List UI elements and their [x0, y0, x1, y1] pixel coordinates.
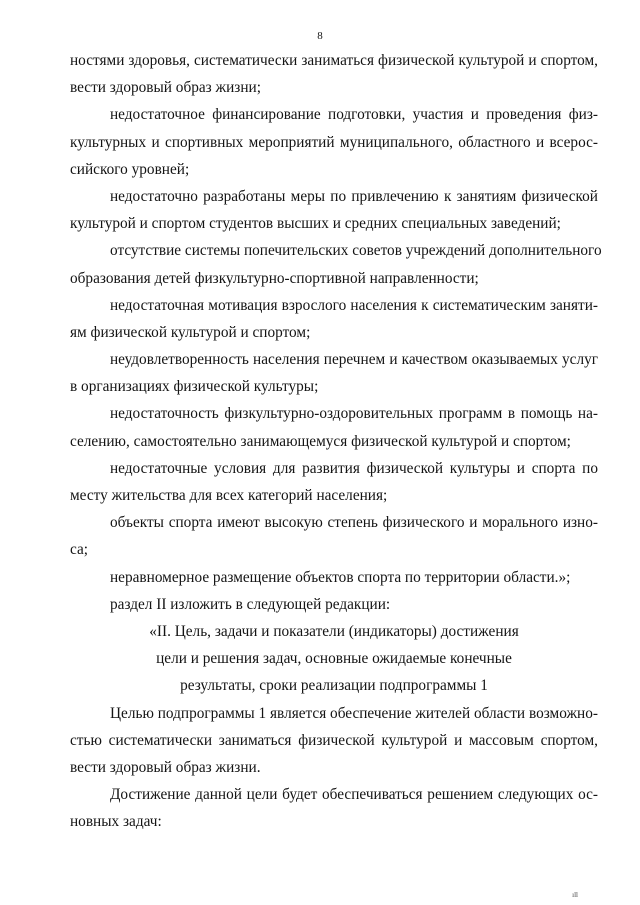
- text-line: селению, самостоятельно занимающемуся физической культурой и спортом;: [70, 432, 571, 450]
- text-line: образования детей физкультурно-спортивной направленности;: [70, 269, 479, 287]
- corner-mark: ıll: [572, 891, 578, 899]
- text-line: отсутствие системы попечительских советов учреждений дополнительного: [110, 242, 602, 260]
- text-line: ям физической культурой и спортом;: [70, 323, 311, 341]
- text-line: стью систематически заниматься физической культурой и массовым спортом,: [70, 731, 598, 749]
- text-line: раздел II изложить в следующей редакции:: [110, 595, 391, 613]
- section-heading-line: результаты, сроки реализации подпрограммы 1: [180, 677, 488, 695]
- text-line: новных задач:: [70, 813, 162, 831]
- text-line: недостаточная мотивация взрослого населения к систематическим заняти-: [110, 296, 598, 314]
- page-number: 8: [317, 30, 323, 42]
- text-line: вести здоровый образ жизни;: [70, 79, 261, 97]
- section-heading-line: «II. Цель, задачи и показатели (индикаторы) достижения: [149, 622, 519, 640]
- text-line: са;: [70, 541, 89, 559]
- text-line: ностями здоровья, систематически заниматься физической культурой и спортом,: [70, 52, 598, 69]
- text-line: недостаточность физкультурно-оздоровительных программ в помощь на-: [110, 405, 598, 423]
- text-line: Достижение данной цели будет обеспечиваться решением следующих ос-: [110, 786, 598, 804]
- document-body: [70, 47, 602, 835]
- text-line: культурой и спортом студентов высших и средних специальных заведений;: [70, 215, 561, 233]
- text-line: неудовлетворенность населения перечнем и качеством оказываемых услуг: [110, 351, 598, 369]
- text-line: неравномерное размещение объектов спорта по территории области.»;: [110, 568, 571, 586]
- text-line: недостаточное финансирование подготовки, участия и проведения физ-: [110, 106, 598, 124]
- text-line: сийского уровней;: [70, 160, 190, 178]
- text-line: месту жительства для всех категорий населения;: [70, 487, 388, 504]
- text-line: в организациях физической культуры;: [70, 378, 319, 396]
- text-line: недостаточно разработаны меры по привлечению к занятиям физической: [110, 187, 598, 205]
- text-line: вести здоровый образ жизни.: [70, 758, 261, 776]
- text-line: объекты спорта имеют высокую степень физического и морального изно-: [110, 514, 598, 532]
- text-line: Целью подпрограммы 1 является обеспечение жителей области возможно-: [110, 704, 598, 722]
- text-line: недостаточные условия для развития физической культуры и спорта по: [110, 459, 598, 477]
- text-line: культурных и спортивных мероприятий муниципального, областного и всерос-: [70, 133, 598, 151]
- section-heading-line: цели и решения задач, основные ожидаемые конечные: [156, 650, 512, 668]
